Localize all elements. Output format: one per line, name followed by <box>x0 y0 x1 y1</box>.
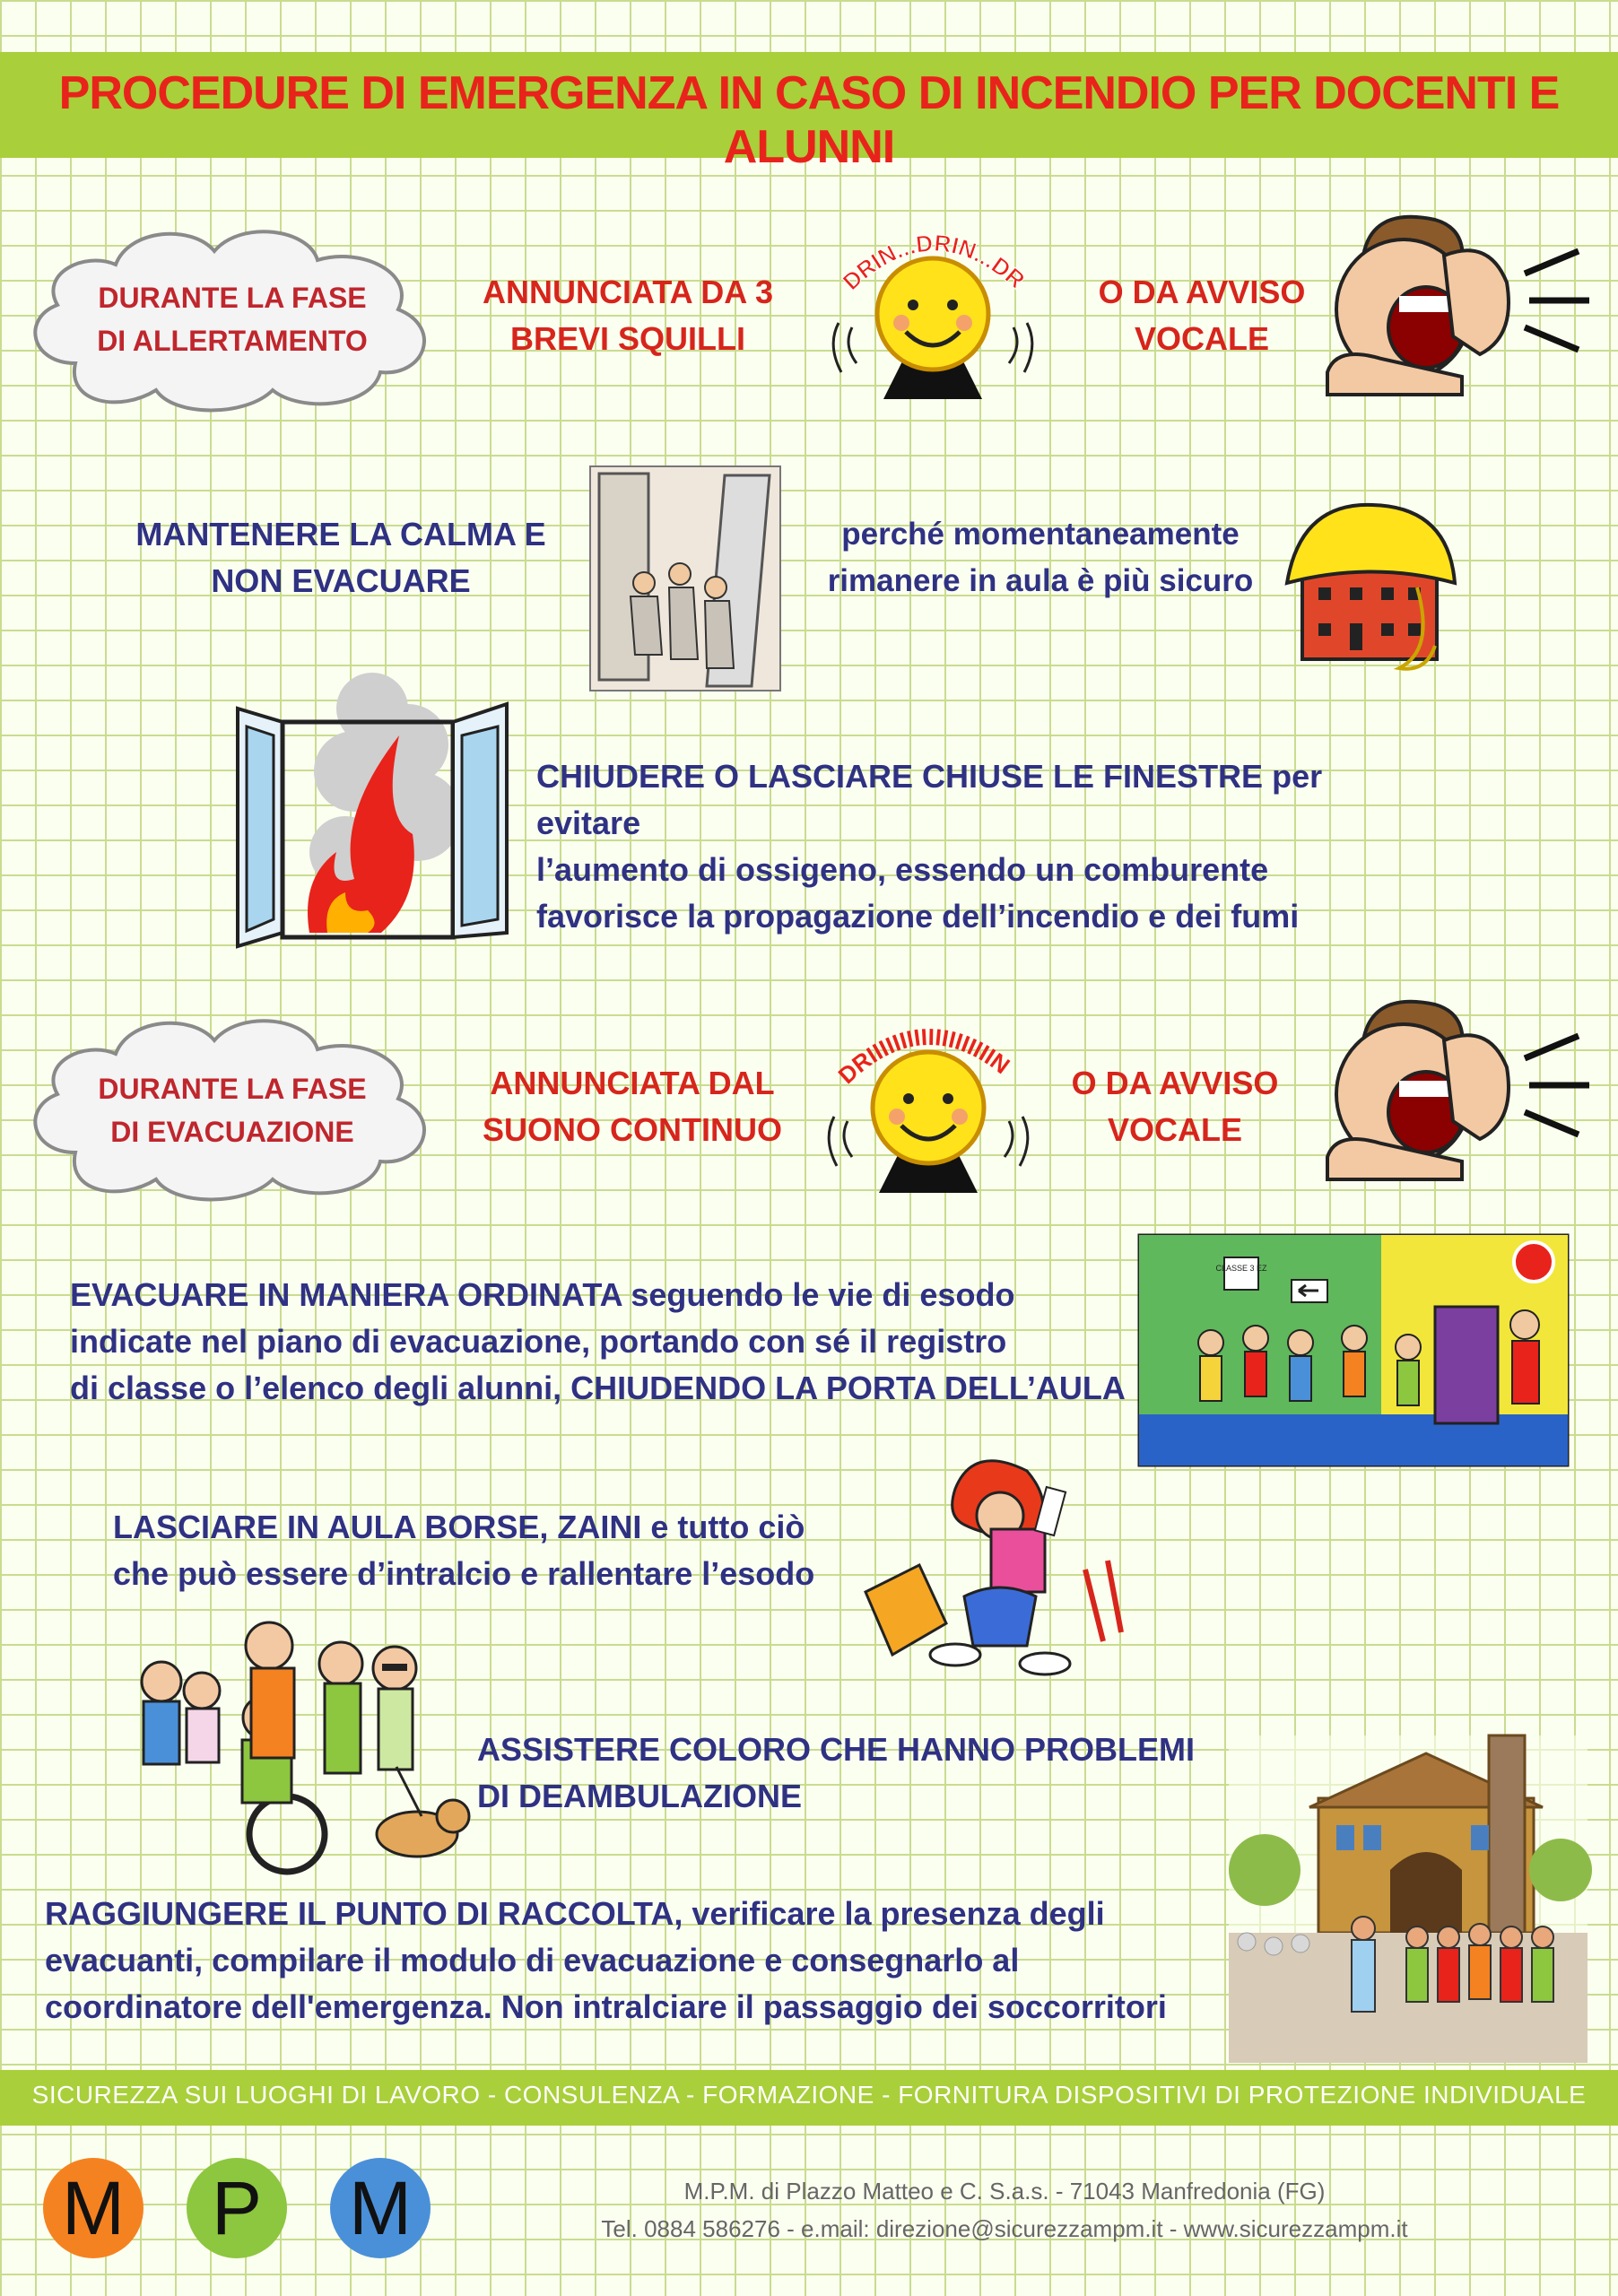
windows-bold: CHIUDERE O LASCIARE CHIUSE LE FINESTRE <box>536 758 1264 795</box>
order-line3b: CHIUDENDO LA PORTA DELL’AULA <box>570 1370 1126 1406</box>
calm-line2: NON EVACUARE <box>211 562 471 599</box>
alert-phase-label <box>48 276 416 362</box>
logo-letter: M <box>349 2166 412 2250</box>
assisting-people-illustration <box>117 1619 493 1879</box>
calm-line1: MANTENERE LA CALMA E <box>135 516 546 552</box>
assist-text <box>477 1726 1240 1820</box>
gather-text <box>45 1891 1229 2031</box>
evac-voice-line1: O DA AVVISO <box>1071 1065 1279 1101</box>
why-line2: rimanere in aula è più sicuro <box>827 563 1254 598</box>
evac-announce-line1: ANNUNCIATA DAL <box>490 1065 775 1101</box>
alarm-bell-icon <box>807 189 1049 408</box>
shouting-man-icon <box>1309 202 1596 395</box>
order-bold: EVACUARE IN MANIERA ORDINATA <box>70 1276 622 1313</box>
windows-line3: favorisce la propagazione dell’incendio e dei fumi <box>536 898 1300 935</box>
windows-line2: l’aumento di ossigeno, essendo un comburente <box>536 851 1269 888</box>
evac-announce-text <box>466 1060 798 1153</box>
logo-letter: M <box>62 2166 125 2250</box>
why-text <box>789 511 1292 604</box>
alert-voice-text <box>1058 269 1345 362</box>
evac-phase-line1: DURANTE LA FASE <box>98 1073 367 1105</box>
alarm-bell-icon <box>812 1004 1045 1202</box>
alert-phase-line1: DURANTE LA FASE <box>98 282 367 314</box>
footer-services: SICUREZZA SUI LUOGHI DI LAVORO - CONSULENZA - FORMAZIONE - FORNITURA DISPOSITIVI DI PROTEZIONE INDIVIDUALE <box>31 2081 1587 2109</box>
alert-announce-line1: ANNUNCIATA DA 3 <box>483 274 773 310</box>
gather-line3: coordinatore dell'emergenza. Non intralciare il passaggio dei soccorritori <box>45 1988 1167 2025</box>
classroom-evacuation-illustration <box>1139 1235 1568 1465</box>
windows-rest1: per evitare <box>536 758 1323 841</box>
helmet-house-icon <box>1283 498 1457 673</box>
leave-text <box>113 1504 920 1597</box>
alert-phase-line2: DI ALLERTAMENTO <box>97 325 368 357</box>
assist-line1: ASSISTERE COLORO CHE HANNO PROBLEMI <box>477 1731 1196 1768</box>
evac-voice-text <box>1031 1060 1318 1153</box>
leave-rest1: e tutto ciò <box>641 1509 805 1545</box>
alert-voice-line1: O DA AVVISO <box>1098 274 1306 310</box>
evac-bell-sound: DRIIIIIIIIIIIIIIIIIIIN <box>832 1022 1015 1090</box>
alert-bell-sound: DRIN...DRIN...DRIN <box>807 189 1031 296</box>
company-contacts <box>574 2172 1435 2248</box>
leave-line2: che può essere d’intralcio e rallentare l’esodo <box>113 1555 815 1592</box>
order-text <box>70 1272 1146 1412</box>
order-rest1: seguendo le vie di esodo <box>622 1276 1015 1313</box>
alert-announce-text <box>466 269 789 362</box>
logo-circle-p <box>187 2158 287 2258</box>
company-name: M.P.M. di Plazzo Matteo e C. S.a.s. - 71043 Manfredonia (FG) <box>683 2178 1326 2205</box>
why-line1: perché momentaneamente <box>841 517 1240 552</box>
alert-announce-line2: BREVI SQUILLI <box>509 320 746 357</box>
gather-bold: RAGGIUNGERE IL PUNTO DI RACCOLTA, <box>45 1895 683 1932</box>
window-fire-illustration <box>220 664 525 955</box>
assembly-point-illustration <box>1229 1735 1588 2063</box>
leave-bold: LASCIARE IN AULA BORSE, ZAINI <box>113 1509 642 1545</box>
order-line2: indicate nel piano di evacuazione, portando con sé il registro <box>70 1323 1007 1360</box>
logo-letter: P <box>211 2166 263 2250</box>
gather-line2: evacuanti, compilare il modulo di evacuazione e consegnarlo al <box>45 1942 1020 1979</box>
page-title: PROCEDURE DI EMERGENZA IN CASO DI INCENDIO PER DOCENTI E ALUNNI <box>58 67 1560 173</box>
alert-voice-line2: VOCALE <box>1134 320 1269 357</box>
windows-text <box>536 753 1433 940</box>
evac-voice-line2: VOCALE <box>1107 1111 1242 1148</box>
calm-text <box>135 511 547 604</box>
shouting-man-icon <box>1309 987 1596 1179</box>
order-line3a: di classe o l’elenco degli alunni, <box>70 1370 571 1406</box>
logo-circle-m <box>43 2158 144 2258</box>
class-sign-text: CLASSE 3 EZ <box>1215 1264 1267 1273</box>
crowd-at-door-illustration <box>590 466 780 691</box>
evac-phase-label <box>48 1067 416 1153</box>
logo-circle-m2 <box>330 2158 431 2258</box>
gather-rest1: verificare la presenza degli <box>683 1895 1105 1932</box>
running-student-illustration <box>866 1453 1135 1682</box>
assist-line2: DI DEAMBULAZIONE <box>477 1778 802 1814</box>
evac-announce-line2: SUONO CONTINUO <box>482 1111 782 1148</box>
company-contact-line: Tel. 0884 586276 - e.mail: direzione@sicurezzampm.it - www.sicurezzampm.it <box>601 2215 1408 2242</box>
evac-phase-line2: DI EVACUAZIONE <box>110 1116 354 1148</box>
